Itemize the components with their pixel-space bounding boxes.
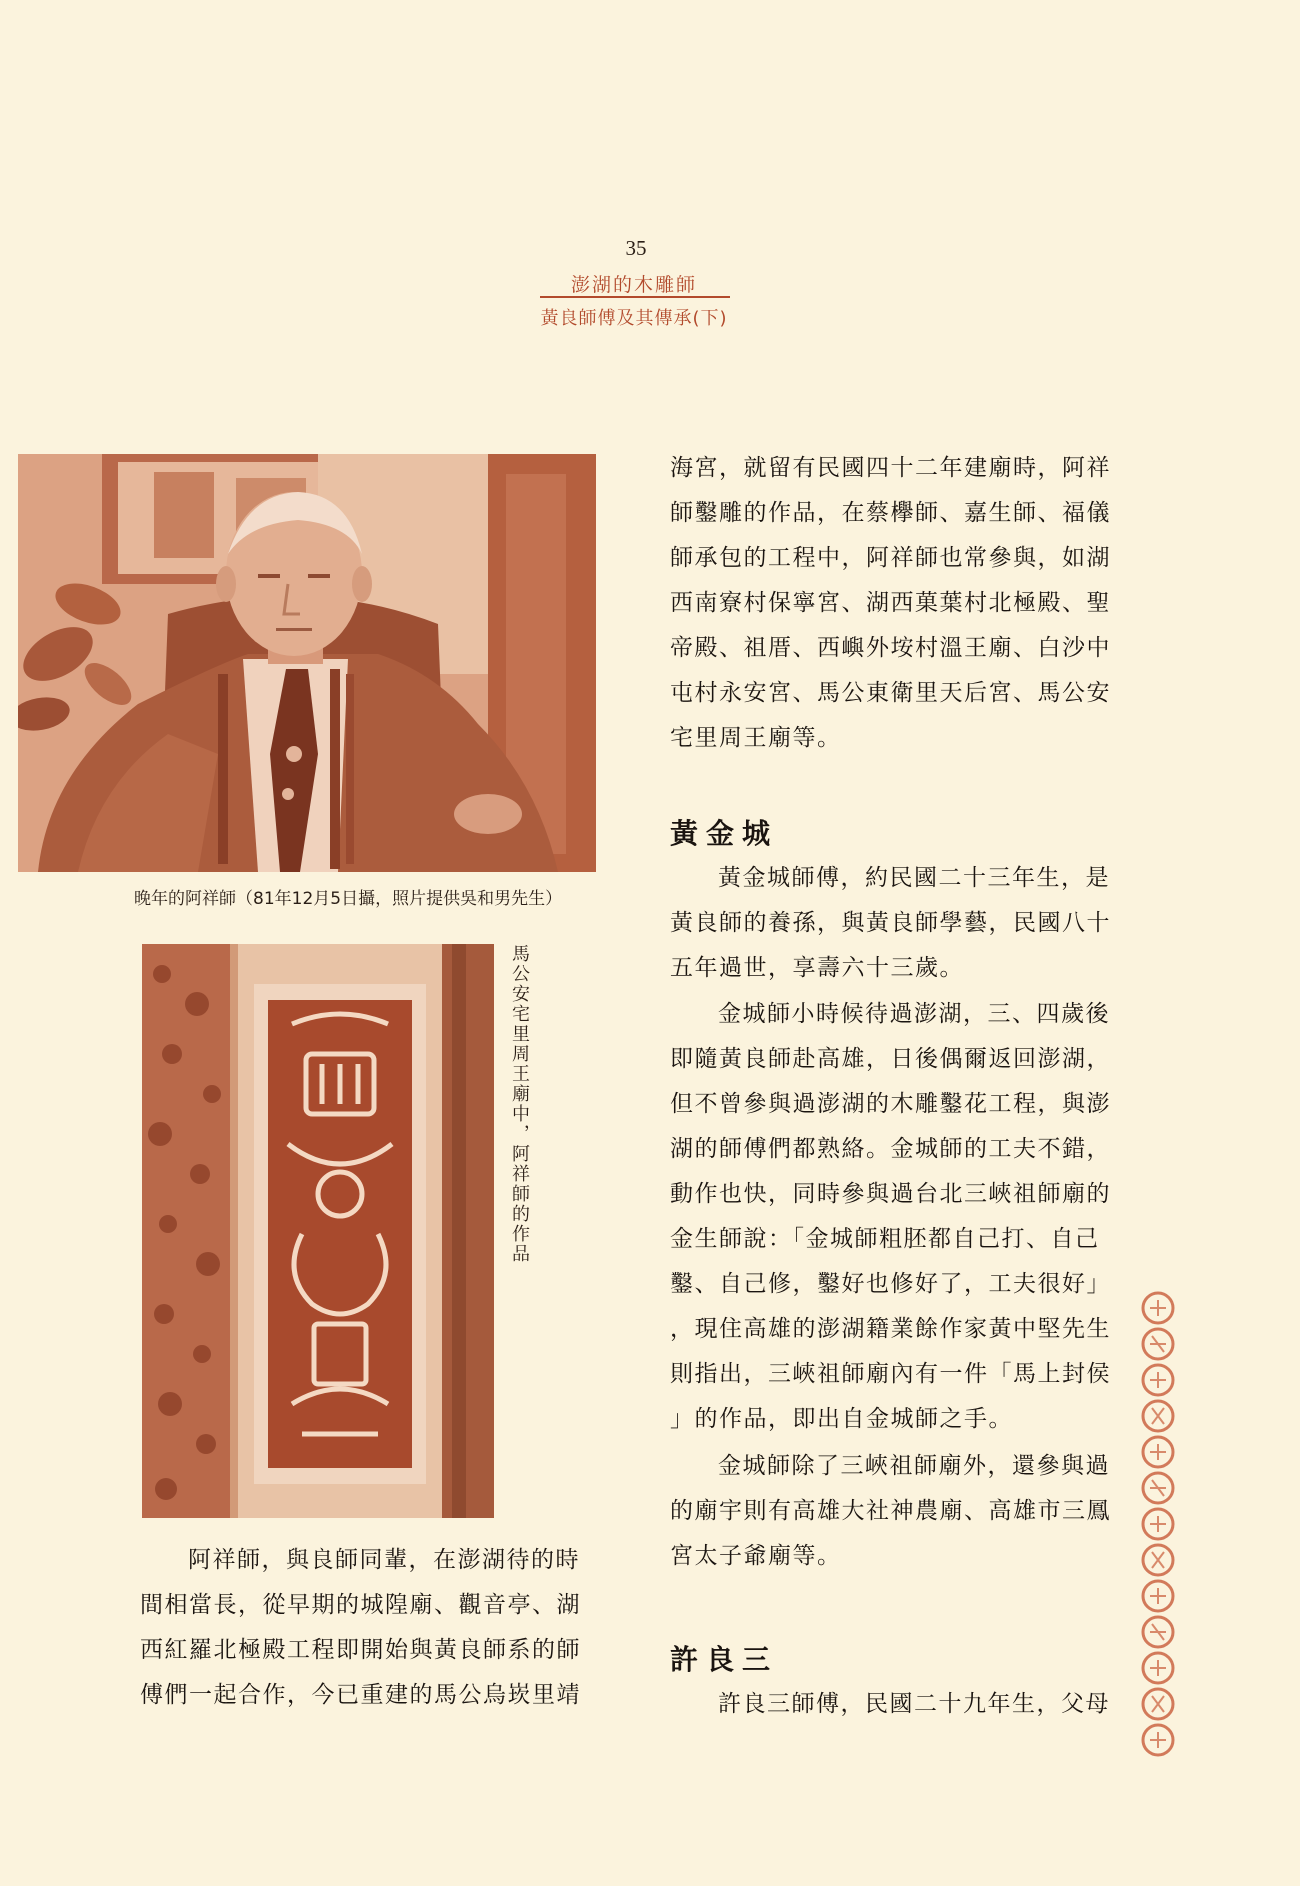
text-line: 金生師說：「金城師粗胚都自己打、自己: [670, 1226, 1100, 1252]
photo-caption: 晚年的阿祥師（81年12月5日攝，照片提供吳和男先生）: [134, 889, 563, 909]
vertical-caption: 馬公安宅里周王廟中，阿祥師的作品: [509, 944, 530, 1264]
right-paragraph-5: [670, 1682, 1110, 1727]
text-line: 許良三師傅，民國二十九年生，父母: [718, 1691, 1110, 1717]
right-paragraph-3: [670, 992, 1111, 1442]
section-heading: 黃金城: [670, 817, 779, 850]
carving-photo: [142, 944, 494, 1518]
running-title: 澎湖的木雕師: [570, 274, 697, 296]
right-paragraph-2: [670, 856, 1111, 991]
decorative-seal-strip: [1138, 1290, 1178, 1760]
header-rule: [540, 296, 730, 298]
text-line: 的廟宇則有高雄大社神農廟、高雄市三鳳: [670, 1498, 1111, 1524]
text-line: ，現住高雄的澎湖籍業餘作家黃中堅先生: [670, 1316, 1111, 1342]
text-line: 海宮，就留有民國四十二年建廟時，阿祥: [670, 455, 1111, 481]
text-line: 帝殿、祖厝、西嶼外垵村溫王廟、白沙中: [670, 635, 1111, 661]
text-line: 」的作品，即出自金城師之手。: [670, 1406, 1013, 1432]
text-line: 金城師小時候待過澎湖，三、四歲後: [718, 1001, 1110, 1027]
text-line: 阿祥師，與良師同輩，在澎湖待的時: [188, 1547, 580, 1573]
text-line: 間相當長，從早期的城隍廟、觀音亭、湖: [140, 1592, 581, 1618]
text-line: 鑿、自己修，鑿好也修好了，工夫很好」: [670, 1271, 1111, 1297]
text-line: 黃金城師傅，約民國二十三年生，是: [718, 865, 1110, 891]
text-line: 動作也快，同時參與過台北三峽祖師廟的: [670, 1181, 1111, 1207]
text-line: 湖的師傅們都熟絡。金城師的工夫不錯，: [670, 1136, 1111, 1162]
left-paragraph: [140, 1538, 581, 1718]
running-subtitle: 黃良師傅及其傳承(下): [540, 308, 728, 329]
text-line: 五年過世，享壽六十三歲。: [670, 955, 964, 981]
text-line: 宅里周王廟等。: [670, 725, 842, 751]
text-line: 即隨黃良師赴高雄，日後偶爾返回澎湖，: [670, 1046, 1111, 1072]
page-number: 35: [625, 236, 647, 260]
text-line: 屯村永安宮、馬公東衛里天后宮、馬公安: [670, 680, 1111, 706]
text-line: 則指出，三峽祖師廟內有一件「馬上封侯: [670, 1361, 1111, 1387]
section-heading: 許良三: [670, 1643, 779, 1676]
text-line: 傅們一起合作，今已重建的馬公烏崁里靖: [140, 1682, 581, 1708]
text-line: 但不曾參與過澎湖的木雕鑿花工程，與澎: [670, 1091, 1111, 1117]
text-line: 黃良師的養孫，與黃良師學藝，民國八十: [670, 910, 1111, 936]
right-paragraph-4: [670, 1444, 1111, 1579]
text-line: 師鑿雕的作品，在蔡欅師、嘉生師、福儀: [670, 500, 1111, 526]
portrait-photo: [18, 454, 596, 872]
text-line: 西南寮村保寧宮、湖西菓葉村北極殿、聖: [670, 590, 1111, 616]
text-line: 西紅羅北極殿工程即開始與黃良師系的師: [140, 1637, 581, 1663]
text-line: 金城師除了三峽祖師廟外，還參與過: [718, 1453, 1110, 1479]
text-line: 宮太子爺廟等。: [670, 1543, 842, 1569]
text-line: 師承包的工程中，阿祥師也常參與，如湖: [670, 545, 1111, 571]
right-paragraph-1: [670, 446, 1111, 761]
